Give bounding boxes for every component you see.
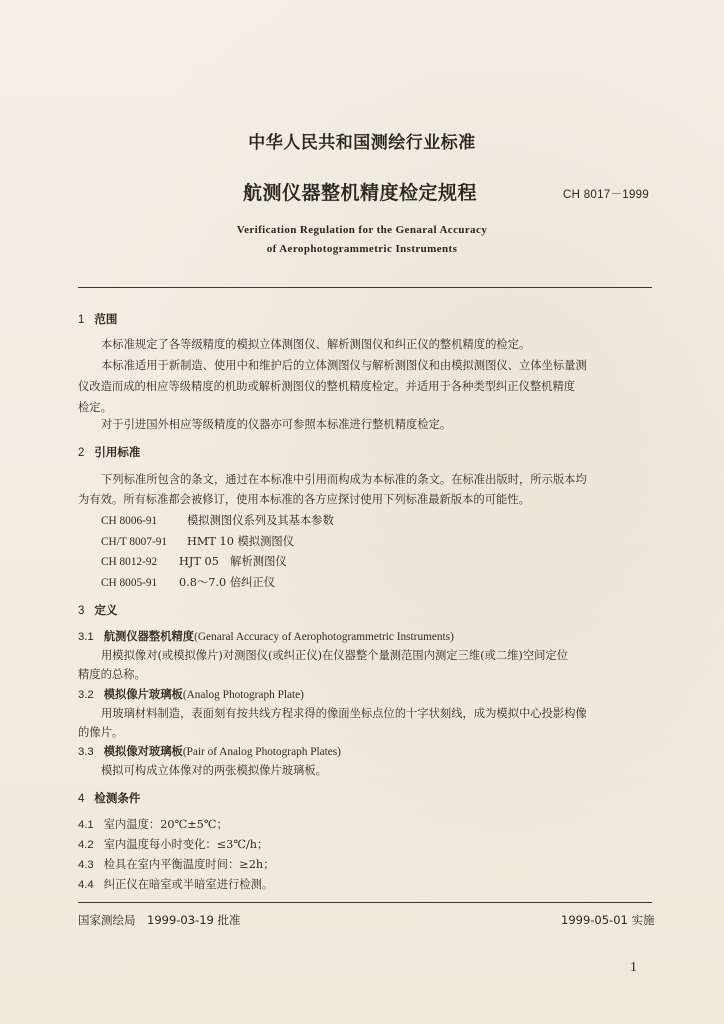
definition-term: 航测仪器整机精度 — [103, 630, 195, 643]
condition-item — [78, 816, 228, 832]
section-number: 3 — [78, 605, 85, 617]
section-2-heading — [78, 444, 140, 460]
section-number: 1 — [78, 314, 85, 326]
condition-text: 纠正仪在暗室或半暗室进行检测。 — [103, 878, 274, 891]
definition-term-english: (Analog Photograph Plate) — [182, 689, 304, 701]
reference-item — [101, 512, 334, 528]
definition-term-english: (Pair of Analog Photograph Plates) — [182, 746, 341, 758]
approval-line: 国家测绘局 1999-03-19 批准 — [78, 913, 241, 927]
paragraph-line: 检定。 — [78, 401, 112, 414]
section-number: 2 — [78, 447, 85, 459]
paragraph-line: 本标准适用于新制造、使用中和维护后的立体测图仪与解析测图仪和由模拟测图仪、立体坐标量测 — [101, 359, 587, 372]
definition-3-3-heading — [78, 743, 341, 759]
footer-divider — [78, 902, 652, 903]
english-title-line-2: of Aerophotogrammetric Instruments — [266, 243, 458, 255]
condition-item — [78, 876, 273, 892]
paragraph: 对于引进国外相应等级精度的仪器亦可参照本标准进行整机精度检定。 — [101, 418, 452, 431]
definition-term-english: (Genaral Accuracy of Aerophotogrammetric Instruments) — [194, 631, 454, 643]
reference-name: HMT 10 模拟测图仪 — [187, 535, 294, 548]
paragraph-line: 模拟可构成立体像对的两张模拟像片玻璃板。 — [101, 764, 327, 777]
paragraph: 本标准规定了各等级精度的模拟立体测图仪、解析测图仪和纠正仪的整机精度的检定。 — [101, 338, 531, 351]
reference-name: HJT 05 解析测图仪 — [179, 555, 287, 568]
condition-item — [78, 856, 275, 872]
document-title: 航测仪器整机精度检定规程 — [243, 182, 478, 204]
section-1-heading — [78, 311, 117, 327]
reference-item — [101, 553, 287, 569]
standard-category: 中华人民共和国测绘行业标准 — [248, 133, 476, 153]
header-divider — [78, 287, 652, 288]
section-title: 检测条件 — [94, 791, 141, 805]
condition-text: 检具在室内平衡温度时间：≥2h； — [103, 858, 275, 871]
reference-item — [101, 533, 294, 549]
english-title-line-1: Verification Regulation for the Genaral Accuracy — [236, 224, 488, 236]
section-3-heading — [78, 602, 117, 618]
paragraph-line: 仪改造而成的相应等级精度的机助或解析测图仪的整机精度检定。并适用于各种类型纠正仪整机精度 — [78, 380, 576, 393]
section-4-heading — [78, 790, 140, 806]
condition-number: 4.3 — [78, 859, 94, 871]
paragraph-line: 下列标准所包含的条文，通过在本标准中引用而构成为本标准的条文。在标准出版时，所示版本均 — [101, 473, 587, 486]
reference-code: CH 8012-92 — [101, 556, 158, 568]
paragraph-line: 用玻璃材料制造，表面刻有按共线方程求得的像面坐标点位的十字状刻线，成为模拟中心投影构像 — [101, 707, 587, 720]
section-title: 引用标准 — [94, 445, 141, 459]
standard-code: CH 8017－1999 — [563, 189, 650, 201]
reference-code: CH 8006-91 — [101, 515, 158, 527]
condition-number: 4.1 — [78, 819, 94, 831]
condition-number: 4.2 — [78, 839, 94, 851]
section-title: 范围 — [94, 312, 118, 326]
effective-date: 1999-05-01 实施 — [561, 913, 655, 927]
page-number: 1 — [630, 960, 637, 975]
condition-number: 4.4 — [78, 879, 94, 891]
paragraph-line: 的像片。 — [78, 726, 124, 739]
condition-text: 室内温度每小时变化：≤3℃/h； — [103, 838, 269, 851]
paragraph-line: 精度的总称。 — [78, 668, 146, 681]
reference-name: 模拟测图仪系列及其基本参数 — [187, 514, 334, 527]
definition-term: 模拟像对玻璃板 — [103, 745, 183, 758]
definition-3-2-heading — [78, 686, 304, 702]
reference-code: CH 8005-91 — [101, 577, 158, 589]
reference-name: 0.8～7.0 倍纠正仪 — [179, 576, 276, 589]
condition-item — [78, 836, 268, 852]
definition-number: 3.2 — [78, 689, 94, 701]
section-title: 定义 — [94, 603, 118, 617]
reference-item — [101, 574, 275, 590]
definition-number: 3.3 — [78, 746, 94, 758]
condition-text: 室内温度：20℃±5℃； — [103, 818, 228, 831]
paragraph-line: 用模拟像对(或模拟像片)对测图仪(或纠正仪)在仪器整个量测范围内测定三维(或二维)空间定位 — [101, 649, 569, 662]
section-number: 4 — [78, 793, 85, 805]
definition-number: 3.1 — [78, 631, 94, 643]
paragraph-line: 为有效。所有标准都会被修订，使用本标准的各方应探讨使用下列标准最新版本的可能性。 — [78, 493, 530, 506]
definition-term: 模拟像片玻璃板 — [103, 688, 183, 701]
reference-code: CH/T 8007-91 — [101, 536, 168, 548]
definition-3-1-heading — [78, 628, 454, 644]
